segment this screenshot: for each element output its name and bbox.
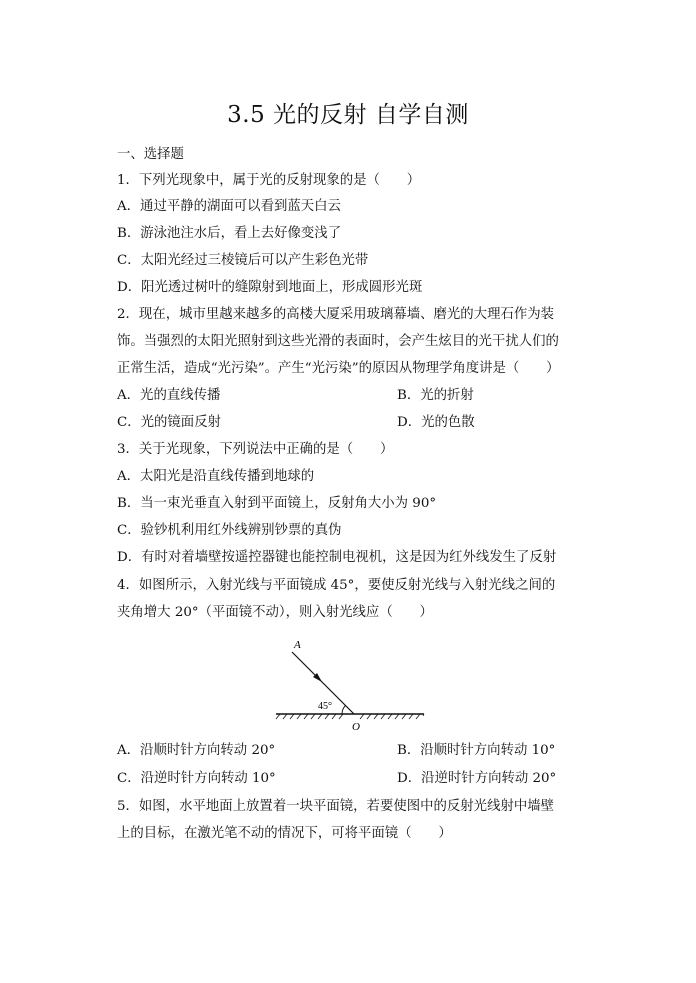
- question-4-option-a: A．沿顺时针方向转动 20°: [117, 743, 276, 758]
- point-a-label: A: [294, 639, 301, 651]
- question-2-option-b: B．光的折射: [397, 388, 474, 403]
- question-3-stem: 3．关于光现象，下列说法中正确的是（ ）: [117, 442, 394, 457]
- question-1-option-c: C．太阳光经过三棱镜后可以产生彩色光带: [117, 253, 369, 268]
- question-5-stem-line-1: 5．如图，水平地面上放置着一块平面镜，若要使图中的反射光线射中墙壁: [117, 799, 555, 814]
- angle-arc: [342, 706, 346, 715]
- question-2-option-d: D．光的色散: [397, 415, 475, 430]
- question-3-option-b: B．当一束光垂直入射到平面镜上，反射角大小为 90°: [117, 496, 437, 511]
- point-o-label: O: [352, 721, 360, 733]
- question-2-stem-line-1: 2．现在，城市里越来越多的高楼大厦采用玻璃幕墙、磨光的大理石作为装: [117, 307, 555, 322]
- question-1-option-a: A．通过平静的湖面可以看到蓝天白云: [117, 199, 341, 214]
- question-1-stem: 1．下列光现象中，属于光的反射现象的是（ ）: [117, 173, 421, 188]
- question-4-option-b: B．沿顺时针方向转动 10°: [397, 743, 556, 758]
- question-5-stem-line-2: 上的目标，在激光笔不动的情况下，可将平面镜（ ）: [117, 826, 452, 841]
- section-heading: 一、选择题: [117, 147, 184, 162]
- question-3-option-d: D．有时对着墙壁按遥控器键也能控制电视机，这是因为红外线发生了反射: [117, 550, 557, 565]
- question-3-option-c: C．验钞机利用红外线辨别钞票的真伪: [117, 523, 342, 538]
- question-2-stem-line-2: 饰。当强烈的太阳光照射到这些光滑的表面时，会产生炫目的光干扰人们的: [117, 334, 559, 349]
- question-4-option-d: D．沿逆时针方向转动 20°: [397, 771, 557, 786]
- question-2-stem-line-3: 正常生活，造成“光污染”。产生“光污染”的原因从物理学角度讲是（ ）: [117, 361, 560, 376]
- question-4-stem-line-2: 夹角增大 20°（平面镜不动），则入射光线应（ ）: [117, 605, 433, 620]
- question-4-stem-line-1: 4．如图所示，入射光线与平面镜成 45°，要使反射光线与入射光线之间的: [117, 578, 556, 593]
- question-3-option-a: A．太阳光是沿直线传播到地球的: [117, 469, 315, 484]
- mirror-reflection-figure: [272, 634, 432, 734]
- angle-label: 45°: [318, 701, 332, 712]
- question-2-option-a: A．光的直线传播: [117, 388, 221, 403]
- question-1-option-b: B．游泳池注水后，看上去好像变浅了: [117, 226, 342, 241]
- question-1-option-d: D．阳光透过树叶的缝隙射到地面上，形成圆形光斑: [117, 280, 423, 295]
- page-title: 3.5 光的反射 自学自测: [227, 102, 469, 128]
- question-4-option-c: C．沿逆时针方向转动 10°: [117, 771, 276, 786]
- question-2-option-c: C．光的镜面反射: [117, 415, 221, 430]
